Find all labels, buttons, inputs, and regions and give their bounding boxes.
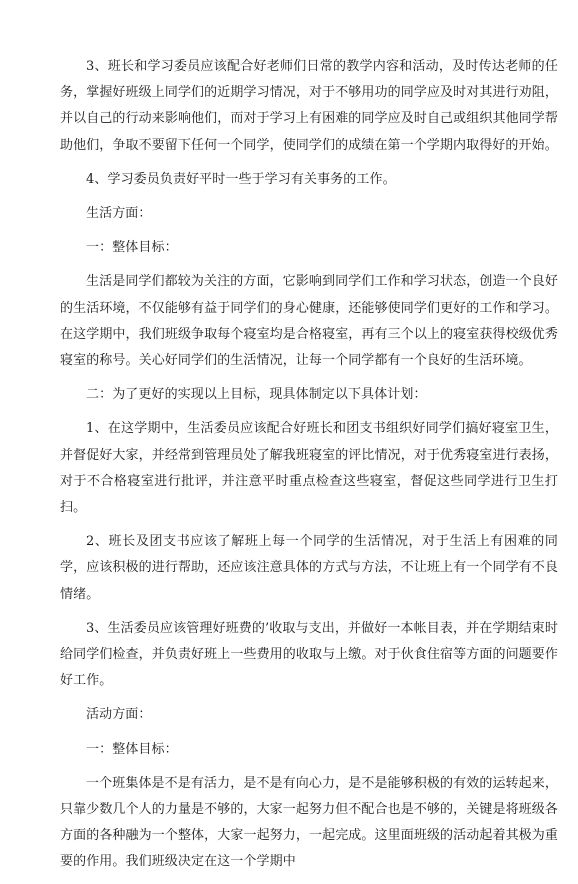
paragraph-activities-goal: 一个班集体是不是有活力，是不是有向心力，是不是能够积极的有效的运转起来，只靠少数几个人的力量是不够的，大家一起努力但不配合也是不够的，关键是将班级各方面的各种融为一个整体，大家一起努力，一起完成。这里面班级的活动起着其极为重要的作用。我们班级决定在这一个学期中 <box>60 775 558 870</box>
paragraph-class-fund: 3、生活委员应该管理好班费的’收取与支出，并做好一本帐目表，并在学期结束时给同学们检查，并负责好班上一些费用的收取与上缴。对于伙食住宿等方面的问题要作好工作。 <box>60 620 558 689</box>
paragraph-student-welfare: 2、班长及团支书应该了解班上每一个同学的生活情况，对于生活上有困难的同学，应该积极的进行帮助，还应该注意具体的方式与方法，不让班上有一个同学有不良情绪。 <box>60 534 558 602</box>
document-body <box>60 54 558 884</box>
paragraph-life-goal: 生活是同学们都较为关注的方面，它影响到同学们工作和学习状态，创造一个良好的生活环境，不仅能够有益于同学们的身心健康，还能够使同学们更好的工作和学习。在这学期中，我们班级争取每个寝室均是合格寝室，再有三个以上的寝室获得校级优秀寝室的称号。关心好同学们的生活情况，让每一个同学都有一个良好的生活环境。 <box>60 274 558 369</box>
paragraph-study-committee-duties: 4、学习委员负责好平时一些于学习有关事务的工作。 <box>86 171 396 187</box>
subheading-overall-goal-activities: 一：整体目标： <box>86 741 178 757</box>
subheading-overall-goal-life: 一：整体目标： <box>86 240 178 256</box>
paragraph-dorm-hygiene: 1、在这学期中，生活委员应该配合好班长和团支书组织好同学们搞好寝室卫生，并督促好大家，并经常到管理员处了解我班寝室的评比情况，对于优秀寝室进行表扬，对于不合格寝室进行批评，并注意平时重点检查这些寝室，督促这些同学进行卫生打扫。 <box>60 421 558 516</box>
subheading-specific-plan: 二：为了更好的实现以上目标，现具体制定以下具体计划： <box>86 387 427 403</box>
section-heading-life: 生活方面： <box>86 206 152 222</box>
section-heading-activities: 活动方面： <box>86 707 152 723</box>
paragraph-class-monitor-duties: 3、班长和学习委员应该配合好老师们日常的教学内容和活动，及时传达老师的任务，掌握好班级上同学们的近期学习情况，对于不够用功的同学应及时对其进行劝阻，并以自己的行动来影响他们，而对于学习上有困难的同学应及时自己或组织其他同学帮助他们，争取不要留下任何一个同学，使同学们的成绩在第一个学期内取得好的开始。 <box>60 59 558 153</box>
